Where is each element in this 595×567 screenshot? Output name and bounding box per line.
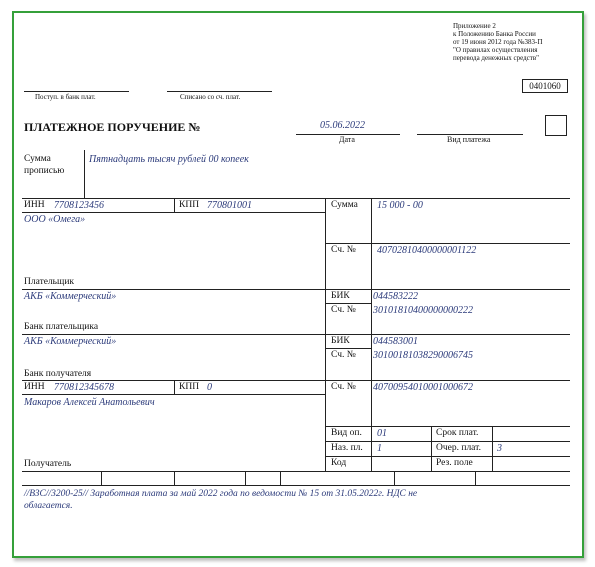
row-divider <box>325 303 371 304</box>
amount-words-label-line: прописью <box>24 166 65 176</box>
payment-purpose <box>24 488 417 512</box>
naz-pl-value: 1 <box>377 443 382 454</box>
payee-bank-bik-label: БИК <box>331 336 350 346</box>
column-divider <box>174 380 175 394</box>
payee-bank-name: АКБ «Коммерческий» <box>24 336 117 347</box>
payee-inn-label: ИНН <box>24 382 45 392</box>
payer-bank-acc-label: Сч. № <box>331 305 356 315</box>
payee-name: Макаров Алексей Анатольевич <box>24 397 155 408</box>
tick-mark <box>101 471 102 485</box>
amount-words-label <box>24 153 64 177</box>
row-divider <box>22 471 570 472</box>
payee-bank-label: Банк получателя <box>24 369 92 379</box>
column-divider <box>431 426 432 471</box>
naz-pl-label: Наз. пл. <box>331 443 363 453</box>
column-divider <box>174 198 175 212</box>
column-divider <box>492 426 493 471</box>
payer-kpp-value: 770801001 <box>207 200 252 211</box>
payer-bank-bik-label: БИК <box>331 291 350 301</box>
row-divider <box>22 485 570 486</box>
column-divider <box>371 198 372 471</box>
tick-mark <box>280 471 281 485</box>
payer-bank-label: Банк плательщика <box>24 322 99 332</box>
form-code: 0401060 <box>529 81 561 91</box>
document-title: ПЛАТЕЖНОЕ ПОРУЧЕНИЕ № <box>24 120 201 134</box>
payer-kpp-label: КПП <box>179 200 200 210</box>
date-label: Дата <box>339 135 355 144</box>
payer-bank-bik-value: 044583222 <box>373 291 418 302</box>
row-divider <box>325 441 570 442</box>
row-divider <box>325 456 570 457</box>
debited-line <box>167 91 272 92</box>
payer-bank-name: АКБ «Коммерческий» <box>24 291 117 302</box>
appendix-line: от 19 июня 2012 года №383-П <box>453 38 543 46</box>
appendix-note <box>453 22 542 62</box>
appendix-line: к Положению Банка России <box>453 30 536 38</box>
row-divider <box>325 243 570 244</box>
payer-label: Плательщик <box>24 277 75 287</box>
vid-op-label: Вид оп. <box>331 428 362 438</box>
debited-label: Списано со сч. плат. <box>180 93 241 101</box>
payee-kpp-label: КПП <box>179 382 200 392</box>
document-date: 05.06.2022 <box>320 120 365 131</box>
payee-bank-bik-value: 044583001 <box>373 336 418 347</box>
tick-mark <box>174 471 175 485</box>
kod-label: Код <box>331 458 347 468</box>
ocher-plat-value: 3 <box>497 443 502 454</box>
payment-type-label: Вид платежа <box>447 135 491 144</box>
payee-account-label: Сч. № <box>331 382 356 392</box>
payee-label: Получатель <box>24 459 72 469</box>
payee-bank-acc-label: Сч. № <box>331 350 356 360</box>
row-divider <box>22 394 325 395</box>
status-box[interactable] <box>545 115 567 136</box>
row-divider <box>325 426 570 427</box>
column-divider <box>325 198 326 471</box>
amount-label: Сумма <box>331 200 358 210</box>
row-divider <box>22 212 325 213</box>
amount-words-value: Пятнадцать тысяч рублей 00 копеек <box>89 154 249 165</box>
tick-mark <box>245 471 246 485</box>
ocher-plat-label: Очер. плат. <box>436 443 481 453</box>
row-divider <box>22 198 570 199</box>
rez-pole-label: Рез. поле <box>436 458 473 468</box>
received-line <box>24 91 129 92</box>
appendix-line: перевода денежных средств" <box>453 54 540 62</box>
row-divider <box>22 334 570 335</box>
payment-order-form <box>12 11 584 558</box>
payer-account-label: Сч. № <box>331 245 356 255</box>
payer-bank-acc-value: 30101810400000000222 <box>373 305 473 316</box>
received-label: Поступ. в банк плат. <box>35 93 96 101</box>
vid-op-value: 01 <box>377 428 387 439</box>
row-divider <box>325 348 371 349</box>
payee-inn-value: 770812345678 <box>54 382 114 393</box>
payer-account-value: 40702810400000001122 <box>377 245 477 256</box>
tick-mark <box>394 471 395 485</box>
payee-bank-acc-value: 30100181038290006745 <box>373 350 473 361</box>
appendix-line: "О правилах осуществления <box>453 46 538 54</box>
payee-account-value: 40700954010001000672 <box>373 382 473 393</box>
form-code-box <box>522 79 568 93</box>
payment-purpose-line: //ВЗС//3200-25// Заработная плата за май 2022 года по ведомости № 15 от 31.05.2022г. НДС не <box>24 489 418 499</box>
row-divider <box>22 380 570 381</box>
row-divider <box>22 289 570 290</box>
appendix-line: Приложение 2 <box>453 22 496 30</box>
srok-plat-label: Срок плат. <box>436 428 479 438</box>
payer-inn-label: ИНН <box>24 200 45 210</box>
payee-kpp-value: 0 <box>207 382 212 393</box>
amount-words-label-line: Сумма <box>24 154 51 164</box>
amount-value: 15 000 - 00 <box>377 200 423 211</box>
payer-name: ООО «Омега» <box>24 214 86 225</box>
payer-inn-value: 7708123456 <box>54 200 104 211</box>
amount-words-divider <box>84 150 85 198</box>
payment-purpose-line: облагается. <box>24 501 73 511</box>
tick-mark <box>475 471 476 485</box>
